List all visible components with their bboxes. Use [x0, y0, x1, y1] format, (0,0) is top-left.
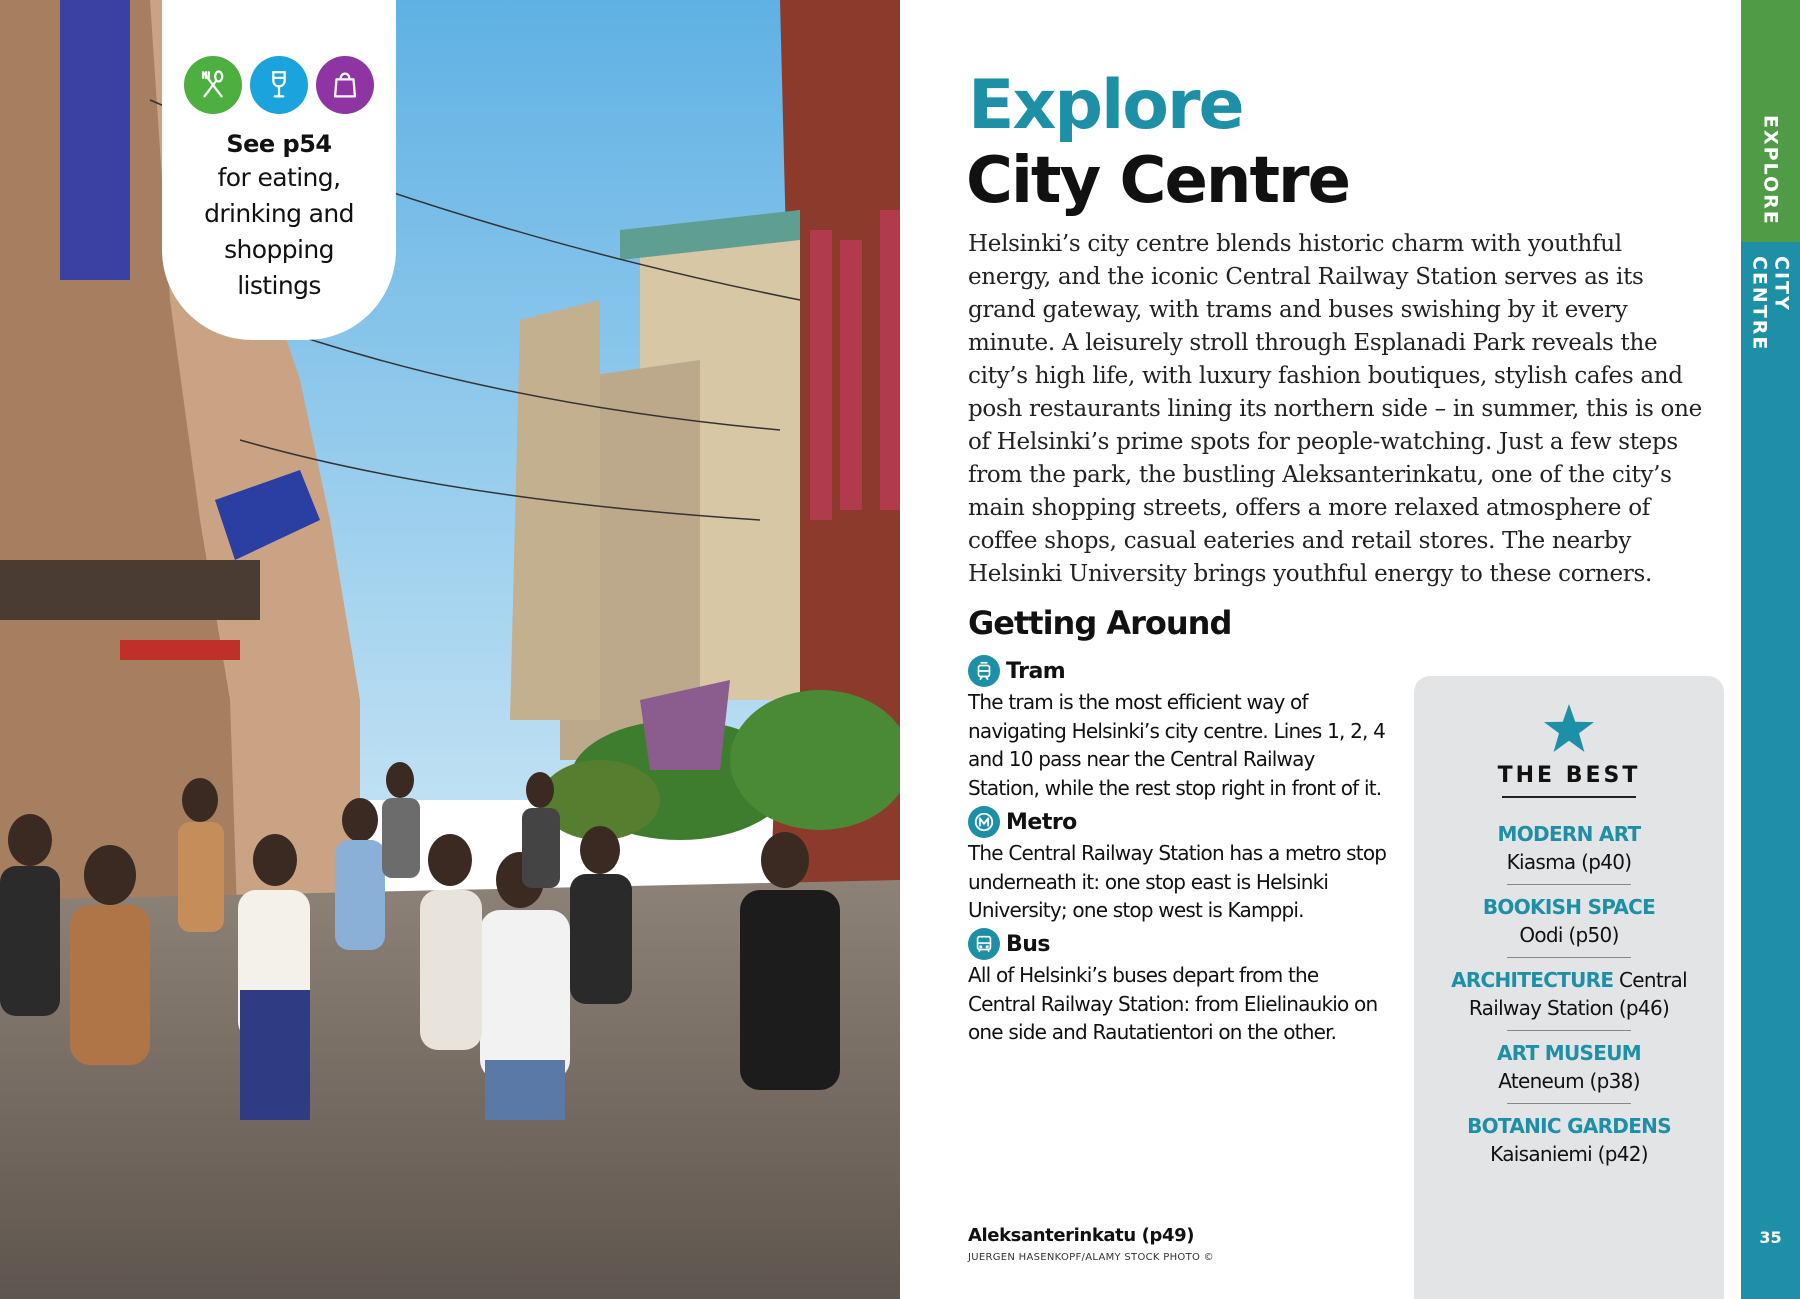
- shop-icon: [316, 56, 374, 114]
- section-side-tab: [1741, 0, 1800, 1299]
- see-line: listings: [237, 271, 321, 300]
- best-category: BOTANIC GARDENS: [1467, 1114, 1671, 1138]
- drink-icon: [250, 56, 308, 114]
- bus-icon: [968, 928, 1000, 960]
- see-line: for eating,: [217, 163, 341, 192]
- the-best-heading: THE BEST: [1497, 763, 1641, 788]
- the-best-panel: [1414, 676, 1724, 1299]
- star-icon: [1414, 704, 1724, 757]
- best-value: Central Railway Station (p46): [1468, 968, 1687, 1020]
- best-value: Kiasma (p40): [1506, 850, 1632, 874]
- tram-icon: [968, 655, 1000, 687]
- page-number: 35: [1759, 1228, 1782, 1247]
- best-category: ART MUSEUM: [1497, 1041, 1641, 1065]
- photo-caption: Aleksanterinkatu (p49): [968, 1225, 1195, 1246]
- transport-label: Metro: [1006, 809, 1077, 835]
- transport-text: All of Helsinki’s buses depart from the Central Railway Station: from Elielinaukio on one side and Rautatientori on the other.: [968, 963, 1378, 1044]
- eat-icon: [184, 56, 242, 114]
- metro-icon: [968, 806, 1000, 838]
- see-listings-bubble: [162, 0, 396, 340]
- transport-tram: [968, 654, 1388, 802]
- best-category: BOOKISH SPACE: [1482, 895, 1656, 919]
- see-line: drinking and: [204, 199, 354, 228]
- heading-rule: [1502, 796, 1636, 798]
- best-category: MODERN ART: [1497, 822, 1641, 846]
- best-item: [1414, 958, 1724, 1030]
- see-line: shopping: [224, 235, 334, 264]
- transport-text: The Central Railway Station has a metro stop underneath it: one stop east is Helsinki University; one stop west is Kamppi.: [968, 841, 1387, 922]
- best-value: Kaisaniemi (p42): [1490, 1142, 1648, 1166]
- section-kicker: Explore: [968, 66, 1243, 145]
- best-item: [1414, 1104, 1724, 1176]
- best-category: ARCHITECTURE: [1451, 968, 1614, 992]
- transport-bus: [968, 927, 1388, 1047]
- best-item: [1414, 1031, 1724, 1103]
- see-page-reference: See p54: [226, 130, 332, 158]
- best-value: Ateneum (p38): [1498, 1069, 1640, 1093]
- intro-paragraph: Helsinki’s city centre blends historic charm with youthful energy, and the iconic Central Railway Station serves as its grand gateway, with trams and buses swishing by it every minute. A leisurely stroll through Esplanadi Park reveals the city’s high life, with luxury fashion boutiques, stylish cafes and posh restaurants lining its northern side – in summer, this is one of Helsinki’s prime spots for people-watching. Just a few steps from the park, the bustling Aleksanterinkatu, one of the city’s main shopping streets, offers a more relaxed atmosphere of coffee shops, casual eateries and retail stores. The nearby Helsinki University brings youthful energy to these corners.: [968, 231, 1702, 587]
- chapter-tab-label: CITY CENTRE: [1748, 256, 1793, 352]
- transport-metro: [968, 805, 1388, 925]
- listing-category-icons: [162, 56, 396, 114]
- photo-credit: JUERGEN HASENKOPF/ALAMY STOCK PHOTO ©: [968, 1252, 1214, 1263]
- getting-around-heading: Getting Around: [968, 604, 1232, 642]
- see-description: [162, 160, 396, 304]
- transport-text: The tram is the most efficient way of navigating Helsinki’s city centre. Lines 1, 2, 4 and 10 pass near the Central Railway Station, while the rest stop right in front of it.: [968, 690, 1386, 800]
- page-title: City Centre: [966, 144, 1349, 218]
- best-item: [1414, 885, 1724, 957]
- section-tab-label: EXPLORE: [1759, 114, 1782, 226]
- best-item: [1414, 812, 1724, 884]
- best-value: Oodi (p50): [1519, 923, 1619, 947]
- transport-label: Tram: [1006, 658, 1066, 684]
- transport-label: Bus: [1006, 931, 1051, 957]
